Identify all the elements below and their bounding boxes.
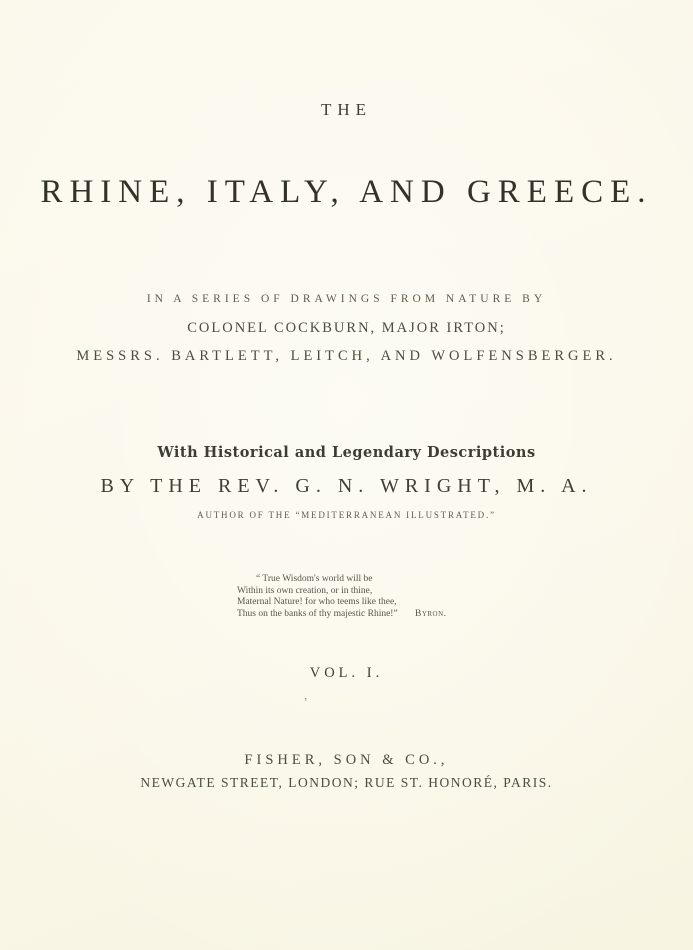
- artists-line-1: COLONEL COCKBURN, MAJOR IRTON;: [187, 320, 506, 336]
- publisher-name: FISHER, SON & CO.,: [244, 752, 449, 768]
- author-credit: AUTHOR OF THE “MEDITERRANEAN ILLUSTRATED.”: [197, 510, 496, 520]
- series-statement: IN A SERIES OF DRAWINGS FROM NATURE BY: [146, 293, 547, 305]
- volume-number: VOL. I.: [309, 665, 384, 681]
- subtitle: With Historical and Legendary Descriptions: [157, 444, 536, 461]
- epigraph-line: Maternal Nature! for who teems like thee,: [237, 597, 397, 608]
- epigraph-line: “ True Wisdom's world will be: [256, 574, 373, 584]
- author-line: BY THE REV. G. N. WRIGHT, M. A.: [100, 475, 593, 497]
- half-title: THE: [320, 100, 373, 119]
- epigraph: [237, 574, 452, 620]
- printers-mark: ’: [304, 697, 308, 708]
- publisher-address: NEWGATE STREET, LONDON; RUE ST. HONORÉ, PARIS.: [140, 775, 553, 790]
- epigraph-line: Within its own creation, or in thine,: [237, 585, 373, 596]
- book-title: RHINE, ITALY, AND GREECE.: [40, 174, 653, 210]
- artists-line-2: MESSRS. BARTLETT, LEITCH, AND WOLFENSBERGER.: [76, 348, 617, 364]
- epigraph-attribution: Byron.: [415, 608, 447, 619]
- epigraph-line: Thus on the banks of thy majestic Rhine!”: [237, 608, 398, 619]
